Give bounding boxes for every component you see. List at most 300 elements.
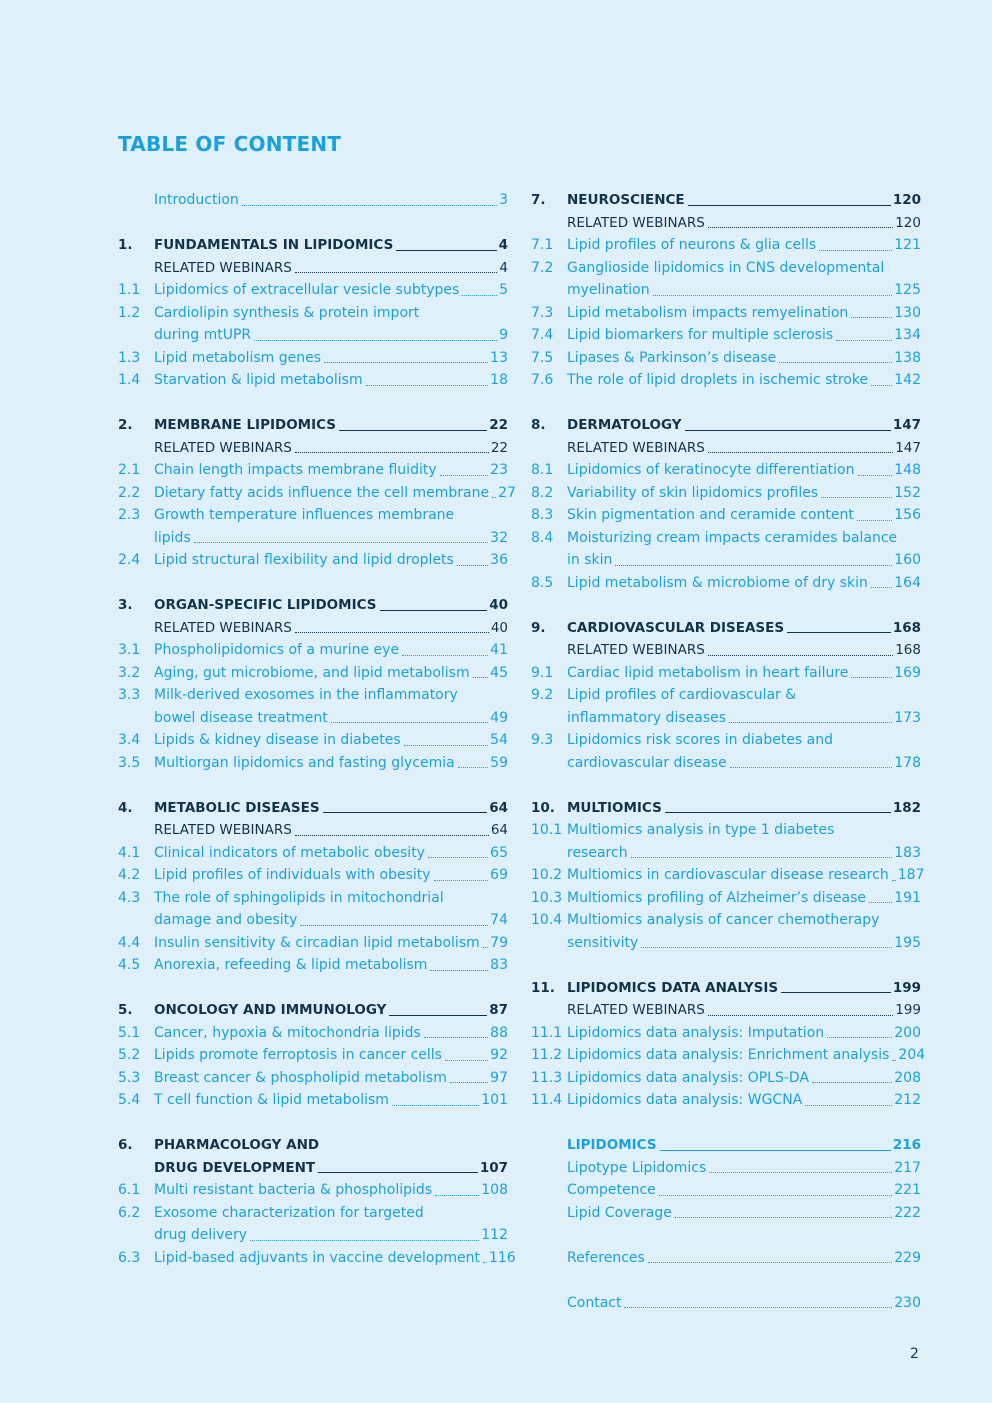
toc-entry-number: 5.4 <box>118 1092 141 1108</box>
toc-page-number: 187 <box>897 867 925 883</box>
toc-entry-number: 4.4 <box>118 934 141 951</box>
toc-entry-title: NEUROSCIENCE <box>567 192 685 208</box>
toc-entry[interactable] <box>118 482 516 505</box>
toc-page-number: 108 <box>481 1182 508 1198</box>
toc-entry-number: 7.2 <box>531 259 554 276</box>
toc-entry[interactable] <box>118 729 508 752</box>
toc-entry[interactable] <box>118 279 508 302</box>
toc-leader-line <box>781 992 891 993</box>
toc-page-number: 65 <box>490 844 508 861</box>
toc-leader-line <box>457 565 488 566</box>
toc-entry-title: CARDIOVASCULAR DISEASES <box>567 619 785 636</box>
toc-page-number: 74 <box>490 912 508 928</box>
toc-entry-title: Insulin sensitivity & circadian lipid metabolism <box>154 934 480 951</box>
toc-entry[interactable] <box>118 639 508 662</box>
toc-leader-line <box>648 1262 892 1263</box>
toc-entry-title: Multiomics analysis in type 1 diabetes <box>567 822 835 838</box>
toc-section-heading[interactable] <box>118 1134 508 1157</box>
toc-section-heading[interactable] <box>531 1134 921 1157</box>
toc-section-heading[interactable] <box>118 797 508 820</box>
toc-entry[interactable] <box>531 887 921 910</box>
toc-entry[interactable] <box>118 527 508 550</box>
toc-page-number: 164 <box>894 574 921 591</box>
toc-page-number: 23 <box>490 462 508 478</box>
toc-leader-line <box>242 205 497 206</box>
toc-entry-number: 4.5 <box>118 957 141 973</box>
toc-leader-line <box>323 812 488 813</box>
toc-left-column <box>118 189 516 1269</box>
toc-entry[interactable] <box>531 909 921 932</box>
toc-entry-title: Lipidomics data analysis: WGCNA <box>567 1092 803 1108</box>
toc-page-number: 88 <box>490 1024 508 1041</box>
toc-entry[interactable] <box>118 954 508 977</box>
toc-entry[interactable] <box>531 752 921 775</box>
toc-entry[interactable] <box>531 842 921 865</box>
toc-entry[interactable] <box>531 572 921 595</box>
toc-entry-title: Lipid Coverage <box>567 1204 672 1221</box>
toc-leader-line <box>300 925 488 926</box>
toc-entry-number: 10.4 <box>531 912 563 928</box>
toc-spacer <box>531 594 921 617</box>
toc-leader-line <box>641 947 892 948</box>
toc-entry[interactable] <box>118 369 508 392</box>
toc-section-heading[interactable] <box>118 414 508 437</box>
toc-leader-line <box>685 430 891 431</box>
toc-entry-title: myelination <box>567 282 650 298</box>
toc-entry-title: Lipid profiles of neurons & glia cells <box>567 237 817 253</box>
toc-entry[interactable] <box>531 1292 921 1315</box>
toc-page-number: 22 <box>489 417 508 433</box>
toc-leader-line <box>851 677 892 678</box>
toc-entry-title: Lipases & Parkinson’s disease <box>567 349 777 366</box>
toc-entry[interactable] <box>118 752 508 775</box>
toc-entry[interactable] <box>531 864 925 887</box>
toc-entry[interactable] <box>118 1224 508 1247</box>
toc-entry[interactable] <box>118 302 508 325</box>
toc-section-heading[interactable] <box>118 594 508 617</box>
toc-page-number: 160 <box>894 552 921 568</box>
toc-leader-line <box>827 1037 892 1038</box>
toc-entry[interactable] <box>118 549 508 572</box>
toc-entry[interactable] <box>118 504 508 527</box>
toc-leader-line <box>445 1060 488 1061</box>
toc-entry-title: Moisturizing cream impacts ceramides balance <box>567 529 898 546</box>
toc-entry[interactable] <box>531 1157 921 1180</box>
toc-entry-title: Lipid biomarkers for multiple sclerosis <box>567 327 834 343</box>
toc-page-number: 4 <box>498 237 508 253</box>
toc-entry-number: 1.3 <box>118 349 141 366</box>
toc-leader-line <box>428 857 488 858</box>
toc-leader-line <box>339 430 487 431</box>
toc-leader-line <box>869 902 892 903</box>
toc-entry-title: PHARMACOLOGY AND <box>154 1137 320 1153</box>
toc-spacer <box>531 774 921 797</box>
toc-page-number: 148 <box>894 462 921 478</box>
toc-entry-title: RELATED WEBINARS <box>567 214 705 231</box>
toc-entry[interactable] <box>531 549 921 572</box>
toc-entry-number: 4.2 <box>118 867 141 883</box>
toc-entry[interactable] <box>531 347 921 370</box>
toc-page-number: 199 <box>892 979 921 996</box>
toc-entry[interactable] <box>118 887 508 910</box>
toc-entry[interactable] <box>531 1089 921 1112</box>
toc-entry-title: MEMBRANE LIPIDOMICS <box>154 417 337 433</box>
toc-page-number: 36 <box>490 552 508 568</box>
toc-entry-title: Lipids & kidney disease in diabetes <box>154 732 401 748</box>
toc-related-webinars[interactable] <box>118 819 508 842</box>
toc-leader-line <box>821 497 892 498</box>
toc-section-heading[interactable] <box>531 617 921 640</box>
toc-entry[interactable] <box>531 662 921 685</box>
toc-page-number: 182 <box>892 799 921 816</box>
toc-entry-number: 6.3 <box>118 1249 141 1266</box>
toc-page-number: 178 <box>894 754 921 771</box>
toc-spacer <box>118 212 508 235</box>
toc-entry[interactable] <box>531 932 921 955</box>
toc-entry[interactable] <box>118 662 508 685</box>
toc-spacer <box>531 1269 921 1292</box>
toc-leader-line <box>805 1105 892 1106</box>
toc-leader-line <box>483 1262 487 1263</box>
toc-section-heading[interactable] <box>531 414 921 437</box>
toc-entry[interactable] <box>531 684 921 707</box>
toc-page-number: 120 <box>895 214 921 231</box>
toc-page-number: 208 <box>894 1069 921 1086</box>
toc-related-webinars[interactable] <box>118 617 508 640</box>
toc-entry-number: 11.4 <box>531 1092 563 1108</box>
toc-entry-title: Starvation & lipid metabolism <box>154 372 363 388</box>
toc-page-number: 221 <box>894 1182 921 1198</box>
toc-entry[interactable] <box>531 729 921 752</box>
toc-entry-title: inflammatory diseases <box>567 709 727 726</box>
toc-entry-title: LIPIDOMICS DATA ANALYSIS <box>567 979 779 996</box>
toc-leader-line <box>653 295 893 296</box>
toc-entry-number: 11.1 <box>531 1024 563 1041</box>
toc-leader-line <box>366 385 489 386</box>
toc-entry[interactable] <box>531 459 921 482</box>
toc-entry[interactable] <box>531 504 921 527</box>
toc-entry-title: References <box>567 1249 645 1266</box>
toc-entry[interactable] <box>118 1067 508 1090</box>
toc-leader-line <box>295 835 489 836</box>
toc-leader-line <box>402 655 488 656</box>
toc-leader-line <box>730 767 893 768</box>
toc-leader-line <box>295 272 498 273</box>
toc-entry[interactable] <box>531 1179 921 1202</box>
toc-entry[interactable] <box>531 234 921 257</box>
toc-leader-line <box>254 340 497 341</box>
toc-entry[interactable] <box>531 1067 921 1090</box>
toc-page-number: 107 <box>479 1159 508 1176</box>
toc-section-heading[interactable] <box>118 1157 508 1180</box>
toc-page-number: 69 <box>490 867 508 883</box>
toc-page-number: 64 <box>490 822 508 838</box>
toc-entry[interactable] <box>118 324 508 347</box>
toc-entry-title: cardiovascular disease <box>567 754 727 771</box>
toc-leader-line <box>295 632 489 633</box>
toc-page-number: 64 <box>489 799 508 816</box>
toc-entry[interactable] <box>118 1022 508 1045</box>
toc-leader-line <box>708 452 893 453</box>
toc-entry[interactable] <box>118 1044 508 1067</box>
toc-entry-number: 5.2 <box>118 1047 141 1063</box>
toc-leader-line <box>779 362 892 363</box>
toc-entry-number: 2.3 <box>118 507 141 523</box>
toc-page-number: 229 <box>894 1249 921 1266</box>
toc-entry-title: Contact <box>567 1294 622 1311</box>
toc-entry-title: Lipid profiles of individuals with obesity <box>154 867 431 883</box>
toc-entry[interactable] <box>531 1202 921 1225</box>
toc-page-number: 79 <box>490 934 508 951</box>
toc-entry-title: Lipidomics risk scores in diabetes and <box>567 732 833 748</box>
toc-entry[interactable] <box>531 324 921 347</box>
toc-entry-title: Anorexia, refeeding & lipid metabolism <box>154 957 428 973</box>
toc-entry-number: 11.2 <box>531 1047 563 1063</box>
toc-entry-number: 2.2 <box>118 484 141 501</box>
toc-entry-title: Lipid-based adjuvants in vaccine development <box>154 1249 480 1266</box>
toc-page-number: 101 <box>481 1092 508 1108</box>
toc-leader-line <box>660 1150 891 1151</box>
toc-entry-title: Exosome characterization for targeted <box>154 1204 424 1221</box>
toc-page-number: 120 <box>892 192 921 208</box>
toc-leader-line <box>812 1082 892 1083</box>
toc-page-number: 138 <box>894 349 921 366</box>
toc-entry[interactable] <box>118 189 508 212</box>
toc-entry-title: Variability of skin lipidomics profiles <box>567 484 819 501</box>
toc-entry-number: 10.2 <box>531 867 563 883</box>
toc-spacer <box>531 1224 921 1247</box>
toc-entry-title: Dietary fatty acids influence the cell membrane <box>154 484 490 501</box>
toc-entry[interactable] <box>118 684 508 707</box>
toc-entry-title: Aging, gut microbiome, and lipid metabolism <box>154 664 470 681</box>
toc-page-number: 49 <box>490 709 508 726</box>
toc-page-number: 87 <box>489 1002 508 1018</box>
toc-entry-title: Lipid profiles of cardiovascular & <box>567 687 797 703</box>
toc-entry-number: 8.4 <box>531 529 554 546</box>
toc-entry[interactable] <box>118 842 508 865</box>
toc-entry[interactable] <box>531 1022 921 1045</box>
toc-leader-line <box>892 1060 896 1061</box>
toc-entry-title: bowel disease treatment <box>154 709 328 726</box>
toc-entry-number: 6.2 <box>118 1204 141 1221</box>
toc-entry[interactable] <box>531 369 921 392</box>
toc-entry[interactable] <box>118 1202 508 1225</box>
toc-entry-title: Lipid metabolism genes <box>154 349 322 366</box>
toc-entry-title: Chain length impacts membrane fluidity <box>154 462 437 478</box>
toc-entry-title: sensitivity <box>567 934 639 951</box>
toc-leader-line <box>709 1172 892 1173</box>
toc-page-number: 230 <box>894 1294 921 1311</box>
toc-page-number: 147 <box>892 417 921 433</box>
toc-page-number: 116 <box>488 1249 516 1266</box>
toc-page-number: 45 <box>490 664 508 681</box>
toc-leader-line <box>331 722 488 723</box>
toc-entry-number: 7.5 <box>531 349 554 366</box>
toc-entry-number: 1.1 <box>118 282 141 298</box>
toc-entry-number: 8.2 <box>531 484 554 501</box>
toc-entry[interactable] <box>531 482 921 505</box>
toc-entry-title: Lipidomics of extracellular vesicle subtypes <box>154 282 460 298</box>
toc-entry-title: Cancer, hypoxia & mitochondria lipids <box>154 1024 421 1041</box>
toc-entry-number: 2.4 <box>118 552 141 568</box>
toc-entry[interactable] <box>118 707 508 730</box>
toc-entry-title: lipids <box>154 529 191 546</box>
toc-entry-number: 9.2 <box>531 687 554 703</box>
toc-leader-line <box>659 1195 893 1196</box>
toc-entry-title: Competence <box>567 1182 656 1198</box>
toc-entry-number: 7.3 <box>531 304 554 321</box>
toc-section-heading[interactable] <box>531 977 921 1000</box>
toc-leader-line <box>473 677 489 678</box>
toc-leader-line <box>389 1015 487 1016</box>
toc-entry[interactable] <box>118 932 508 955</box>
toc-entry-number: 7.6 <box>531 372 554 388</box>
toc-entry-number: 11.3 <box>531 1069 563 1086</box>
toc-leader-line <box>250 1240 479 1241</box>
toc-entry[interactable] <box>118 864 508 887</box>
toc-entry-title: Milk-derived exosomes in the inflammatory <box>154 687 458 703</box>
toc-entry-number: 4.3 <box>118 889 141 906</box>
toc-leader-line <box>708 1015 893 1016</box>
toc-entry-title: Phospholipidomics of a murine eye <box>154 642 400 658</box>
toc-page-number: 27 <box>498 484 516 501</box>
toc-page-number: 142 <box>894 372 921 388</box>
toc-entry-title: ONCOLOGY AND IMMUNOLOGY <box>154 1002 387 1018</box>
toc-entry-number: 2. <box>118 417 133 433</box>
toc-entry-number: 3.5 <box>118 754 141 771</box>
toc-entry[interactable] <box>531 257 921 280</box>
toc-entry-number: 10.3 <box>531 889 563 906</box>
toc-entry-title: RELATED WEBINARS <box>154 439 292 456</box>
toc-spacer <box>118 572 508 595</box>
toc-entry[interactable] <box>531 1044 926 1067</box>
toc-related-webinars[interactable] <box>118 257 508 280</box>
toc-spacer <box>118 977 508 1000</box>
toc-leader-line <box>892 880 896 881</box>
toc-spacer <box>531 1112 921 1135</box>
toc-page-number: 212 <box>894 1092 921 1108</box>
toc-leader-line <box>440 475 489 476</box>
toc-page-number: 112 <box>481 1227 508 1243</box>
toc-related-webinars[interactable] <box>531 999 921 1022</box>
toc-page-number: 217 <box>894 1159 921 1176</box>
toc-entry[interactable] <box>118 1179 508 1202</box>
toc-entry-number: 9.1 <box>531 664 554 681</box>
toc-page-number: 200 <box>894 1024 921 1041</box>
toc-page-number: 173 <box>894 709 921 726</box>
toc-entry[interactable] <box>118 1247 516 1270</box>
toc-entry-title: Lipidomics of keratinocyte differentiation <box>567 462 855 478</box>
toc-related-webinars[interactable] <box>118 437 508 460</box>
toc-entry-number: 5. <box>118 1002 133 1018</box>
toc-leader-line <box>688 205 891 206</box>
toc-entry-title: during mtUPR <box>154 327 252 343</box>
toc-entry-title: Lipotype Lipidomics <box>567 1159 707 1176</box>
toc-entry[interactable] <box>531 302 921 325</box>
toc-page-number: 4 <box>499 259 508 276</box>
toc-leader-line <box>404 745 489 746</box>
toc-entry[interactable] <box>531 1247 921 1270</box>
toc-page-number: 121 <box>894 237 921 253</box>
toc-leader-line <box>483 947 488 948</box>
toc-leader-line <box>380 610 488 611</box>
toc-entry[interactable] <box>118 347 508 370</box>
toc-entry-title: Multiomics profiling of Alzheimer’s disease <box>567 889 866 906</box>
toc-entry[interactable] <box>118 1089 508 1112</box>
toc-leader-line <box>708 227 893 228</box>
toc-spacer <box>531 954 921 977</box>
toc-leader-line <box>857 520 892 521</box>
toc-entry-title: Growth temperature influences membrane <box>154 507 455 523</box>
toc-leader-line <box>194 542 488 543</box>
toc-entry[interactable] <box>531 819 921 842</box>
toc-related-webinars[interactable] <box>531 639 921 662</box>
toc-entry-title: Multiorgan lipidomics and fasting glycemia <box>154 754 455 771</box>
toc-entry-title: Lipidomics data analysis: Imputation <box>567 1024 825 1041</box>
toc-entry[interactable] <box>118 459 508 482</box>
toc-leader-line <box>708 655 893 656</box>
toc-entry-number: 5.1 <box>118 1024 141 1041</box>
toc-page-number: 147 <box>895 439 921 456</box>
toc-entry-number: 3.1 <box>118 642 141 658</box>
page-number: 2 <box>910 1346 919 1362</box>
toc-entry-title: Lipidomics data analysis: Enrichment analysis <box>567 1047 890 1063</box>
toc-leader-line <box>396 250 496 251</box>
toc-entry[interactable] <box>531 707 921 730</box>
toc-entry-title: MULTIOMICS <box>567 799 662 816</box>
toc-section-heading[interactable] <box>531 189 921 212</box>
toc-page-number: 130 <box>894 304 921 321</box>
toc-leader-line <box>424 1037 488 1038</box>
toc-spacer <box>118 1112 508 1135</box>
toc-leader-line <box>435 1195 479 1196</box>
toc-entry[interactable] <box>531 527 921 550</box>
toc-entry[interactable] <box>118 909 508 932</box>
toc-entry-title: Multi resistant bacteria & phospholipids <box>154 1182 433 1198</box>
toc-entry-title: LIPIDOMICS <box>567 1137 657 1153</box>
toc-related-webinars[interactable] <box>531 212 921 235</box>
toc-entry-title: Cardiolipin synthesis & protein import <box>154 304 420 321</box>
toc-entry-number: 3.4 <box>118 732 141 748</box>
toc-page-number: 216 <box>892 1137 921 1153</box>
toc-entry-title: Lipids promote ferroptosis in cancer cells <box>154 1047 442 1063</box>
toc-entry-title: Lipid metabolism impacts remyelination <box>567 304 849 321</box>
toc-entry-title: Breast cancer & phospholipid metabolism <box>154 1069 447 1086</box>
toc-entry-number: 11. <box>531 979 555 996</box>
toc-entry-title: Cardiac lipid metabolism in heart failure <box>567 664 849 681</box>
toc-page-number: 40 <box>490 619 508 636</box>
toc-entry-number: 1.4 <box>118 372 141 388</box>
toc-section-heading[interactable] <box>118 234 508 257</box>
toc-page-number: 168 <box>892 619 921 636</box>
toc-entry-title: Clinical indicators of metabolic obesity <box>154 844 425 861</box>
toc-page-number: 13 <box>490 349 508 366</box>
toc-entry-title: RELATED WEBINARS <box>567 439 705 456</box>
toc-page-number: 5 <box>499 282 508 298</box>
toc-entry-number: 9.3 <box>531 732 554 748</box>
toc-page-number: 9 <box>499 327 508 343</box>
toc-section-heading[interactable] <box>531 797 921 820</box>
toc-entry[interactable] <box>531 279 921 302</box>
toc-page-number: 191 <box>894 889 921 906</box>
toc-entry-number: 1. <box>118 237 133 253</box>
toc-entry-title: Lipidomics data analysis: OPLS-DA <box>567 1069 810 1086</box>
toc-page-number: 32 <box>490 529 508 546</box>
toc-entry-title: DRUG DEVELOPMENT <box>154 1159 316 1176</box>
toc-related-webinars[interactable] <box>531 437 921 460</box>
toc-entry-number: 10.1 <box>531 822 563 838</box>
toc-section-heading[interactable] <box>118 999 508 1022</box>
